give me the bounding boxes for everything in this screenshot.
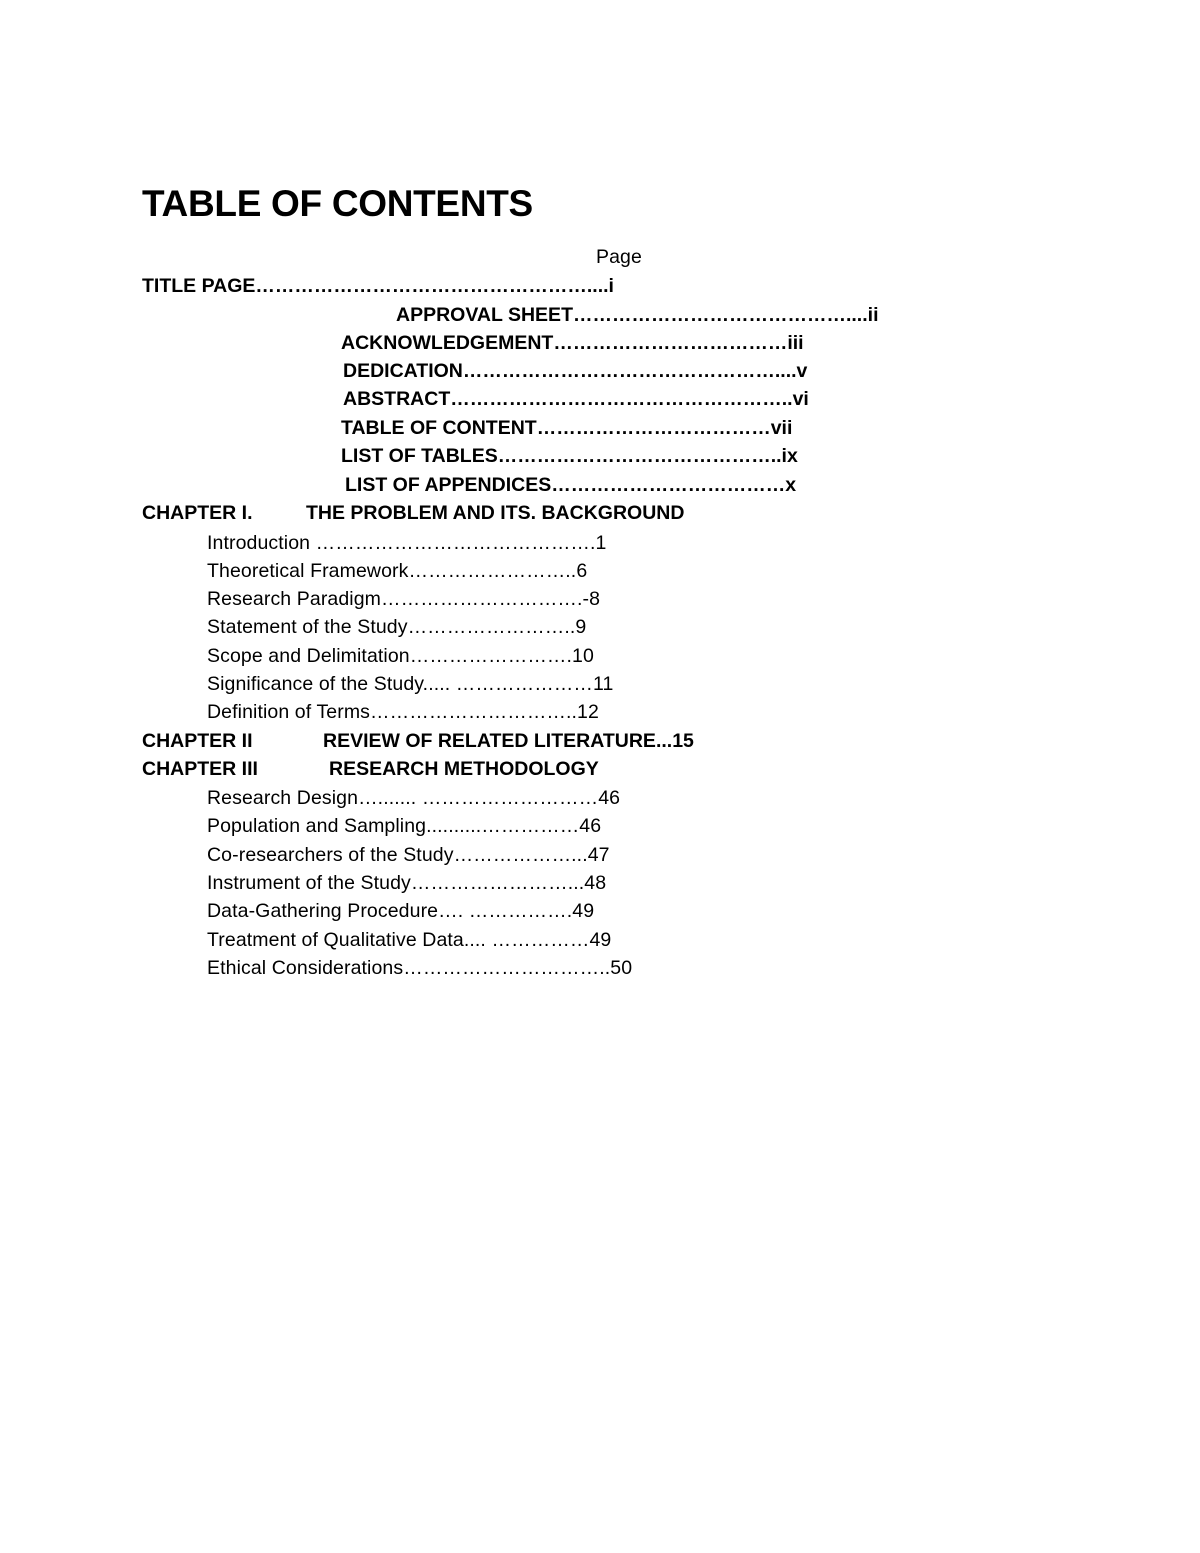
chapter-3-title: RESEARCH METHODOLOGY [329,758,599,780]
chapter-1-title: THE PROBLEM AND ITS. BACKGROUND [306,502,685,524]
toc-section-significance: Significance of the Study..... …………………11 [207,673,614,695]
toc-section-definition-of-terms: Definition of Terms…………………………..12 [207,701,599,723]
toc-section-research-paradigm: Research Paradigm………………………….-8 [207,588,601,610]
toc-section-data-gathering: Data-Gathering Procedure…. …………….49 [207,900,595,922]
toc-entry-table-of-content: TABLE OF CONTENT………………………………vii [341,417,793,439]
toc-section-theoretical-framework: Theoretical Framework……………………..6 [207,560,588,582]
toc-entry-approval-sheet: APPROVAL SHEET……………………………………....ii [396,304,879,326]
chapter-2-number: CHAPTER II [142,730,253,752]
toc-entry-acknowledgement: ACKNOWLEDGEMENT………………………………iii [341,332,804,354]
toc-section-introduction: Introduction …………………………………….1 [207,532,607,554]
toc-section-ethical-considerations: Ethical Considerations…………………………..50 [207,957,633,979]
toc-section-treatment-of-data: Treatment of Qualitative Data.... ……………49 [207,929,612,951]
toc-entry-title-page: TITLE PAGE……………………………………………....i [142,275,614,297]
toc-entry-list-of-appendices: LIST OF APPENDICES………………………………x [345,474,797,496]
page-column-label: Page [596,246,642,268]
chapter-1-number: CHAPTER I. [142,502,253,524]
toc-entry-list-of-tables: LIST OF TABLES……………………………………..ix [341,445,798,467]
toc-section-population-sampling: Population and Sampling..........……………46 [207,815,602,837]
toc-section-scope-delimitation: Scope and Delimitation…………………….10 [207,645,594,667]
toc-section-co-researchers: Co-researchers of the Study………………...47 [207,844,610,866]
toc-section-statement-of-study: Statement of the Study……………………..9 [207,616,587,638]
toc-entry-abstract: ABSTRACT……………………………………………..vi [343,388,809,410]
toc-entry-dedication: DEDICATION…………………………………………....v [343,360,808,382]
page-title: TABLE OF CONTENTS [142,183,533,224]
chapter-2-title: REVIEW OF RELATED LITERATURE...15 [323,730,694,752]
chapter-3-number: CHAPTER III [142,758,258,780]
toc-section-instrument: Instrument of the Study……………………...48 [207,872,607,894]
toc-section-research-design: Research Design…....... ………………………46 [207,787,621,809]
